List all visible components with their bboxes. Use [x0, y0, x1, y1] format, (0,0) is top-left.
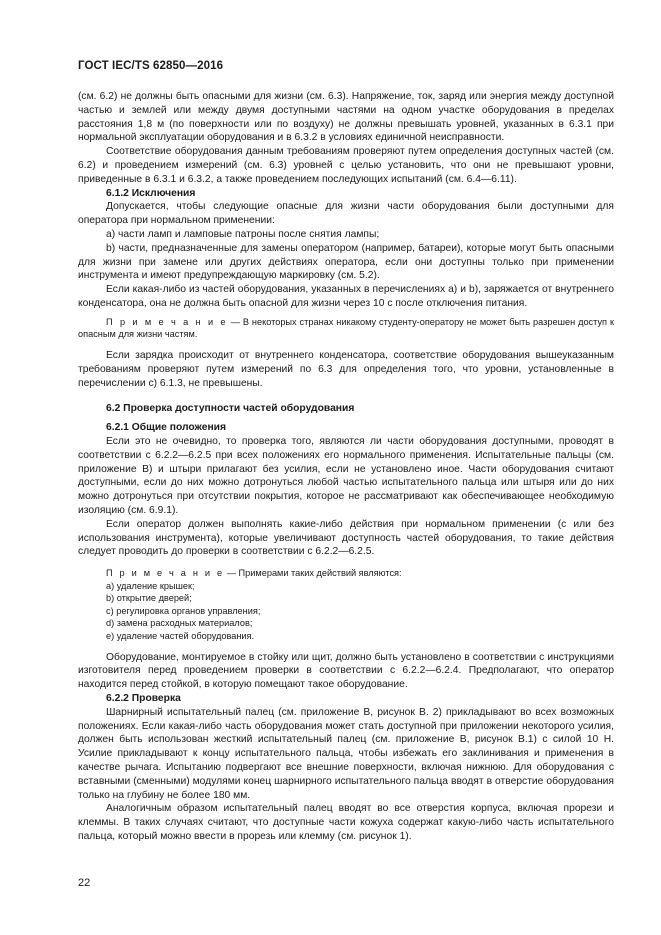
note-list-item: d) замена расходных материалов; — [106, 618, 253, 629]
section-heading-6-2-2: 6.2.2 Проверка — [106, 693, 181, 705]
paragraph: Шарнирный испытательный палец (см. приложение B, рисунок B. 2) прикладывают во всех возможных положениях. Если какая-либо часть оборудования может стать доступной при приложении некоторого усилия, должен быть использован жесткий испытательный палец (см. приложение B, рисунок B.1) с силой 10 Н. Усилие прикладывают к концу испытательного пальца, чтобы избежать его заклинивания и применения в качестве рычага. Испытанию подвергают все внешние поверхности, включая нижнюю. Для оборудования с вставными (сменными) модулями конец шарнирного испытательного пальца вводят в отверстие оборудования только на глубину не более 180 мм. — [78, 706, 614, 801]
note-list-item: b) открытие дверей; — [106, 593, 192, 604]
note-label: П р и м е ч а н и е — [106, 568, 225, 579]
document-body — [78, 90, 614, 844]
note — [78, 567, 614, 580]
paragraph: (см. 6.2) не должны быть опасными для жизни (см. 6.3). Напряжение, ток, заряд или энергия между доступной частью и землей или между двумя доступными частями на одном участке оборудования в пределах расстояния 1,8 м (по поверхности или по воздуху) не должны превышать уровней, указанных в 6.3.1 при нормальной эксплуатации оборудования и в 6.3.2 в условиях единичной неисправности. — [78, 91, 614, 144]
paragraph: Допускается, чтобы следующие опасные для жизни части оборудования были доступными для оператора при нормальном применении: — [78, 201, 614, 227]
paragraph: Аналогичным образом испытательный палец вводят во все отверстия корпуса, включая прорези и клеммы. В таких случаях считают, что доступные части кожуха содержат какую-либо часть испытательного пальца, который можно ввести в прорезь или клемму (см. рисунок 1). — [78, 803, 614, 843]
section-heading-6-1-2: 6.1.2 Исключения — [106, 187, 196, 199]
paragraph: Если какая-либо из частей оборудования, указанных в перечислениях a) и b), заряжается от внутреннего конденсатора, она не должна быть опасной для жизни через 10 с после отключения питания. — [78, 284, 614, 309]
paragraph: Если оператор должен выполнять какие-либо действия при нормальном применении (с или без использования инструмента), которые увеличивают доступность частей оборудования, то такие действия следует проводить до проверки в соответствии с 6.2.2—6.2.5. — [78, 518, 614, 558]
document-header: ГОСТ IEC/TS 62850—2016 — [78, 60, 224, 72]
page-number: 22 — [78, 877, 91, 889]
list-item: a) части ламп и ламповые патроны после снятия лампы; — [106, 228, 380, 240]
note-label: П р и м е ч а н и е — [106, 316, 228, 327]
note-list-item: c) регулировка органов управления; — [106, 605, 261, 616]
section-heading-6-2-1: 6.2.1 Общие положения — [106, 422, 226, 434]
note — [78, 316, 614, 341]
note-list-item: e) удаление частей оборудования. — [106, 631, 255, 642]
paragraph: Если это не очевидно, то проверка того, являются ли части оборудования доступными, проводят в соответствии с 6.2.2—6.2.5 при всех положениях его нормального применения. Испытательные пальцы (см. приложение B) и штыри прилагают без усилия, если не установлено иное. Части оборудования считают доступными, если до них можно дотронуться любой частью испытательного пальца или штыря или до них можно дотронуться при отсутствии покрытия, которое не рассматривают как обеспечивающее необходимую изоляцию (см. 6.9.1). — [78, 435, 614, 516]
note-text: — Примерами таких действий являются: — [224, 568, 402, 579]
paragraph: Если зарядка происходит от внутреннего конденсатора, соответствие оборудования вышеуказанным требованиям проверяют путем измерений по 6.3 для определения того, что уровни, установленные в перечислении c) 6.1.3, не превышены. — [78, 349, 614, 389]
paragraph: Соответствие оборудования данным требованиям проверяют путем определения доступных частей (см. 6.2) и проведением измерений (см. 6.3) уровней с целью установить, что они не превышают уровни, приведенные в 6.3.1 и 6.3.2, а также проведением последующих испытаний (см. 6.4—6.11). — [78, 146, 614, 185]
section-heading-6-2: 6.2 Проверка доступности частей оборудования — [106, 403, 355, 415]
list-item: b) части, предназначенные для замены оператором (например, батареи), которые могут быть опасными для жизни при замене или других действиях оператора, если они доступны только при применении инструмента и имеют предупреждающую маркировку (см. 5.2). — [78, 242, 614, 282]
paragraph: Оборудование, монтируемое в стойку или щит, должно быть установлено в соответствии с инструкциями изготовителя перед проведением проверки в соответствии с 6.2.2—6.2.4. Предполагают, что оператор находится перед стойкой, в которую помещают такое оборудование. — [78, 651, 614, 691]
note-text: — В некоторых странах никакому студенту-оператору не может быть разрешен доступ к опасным для жизни частям. — [78, 316, 614, 340]
note-list-item: a) удаление крышек; — [106, 580, 195, 591]
